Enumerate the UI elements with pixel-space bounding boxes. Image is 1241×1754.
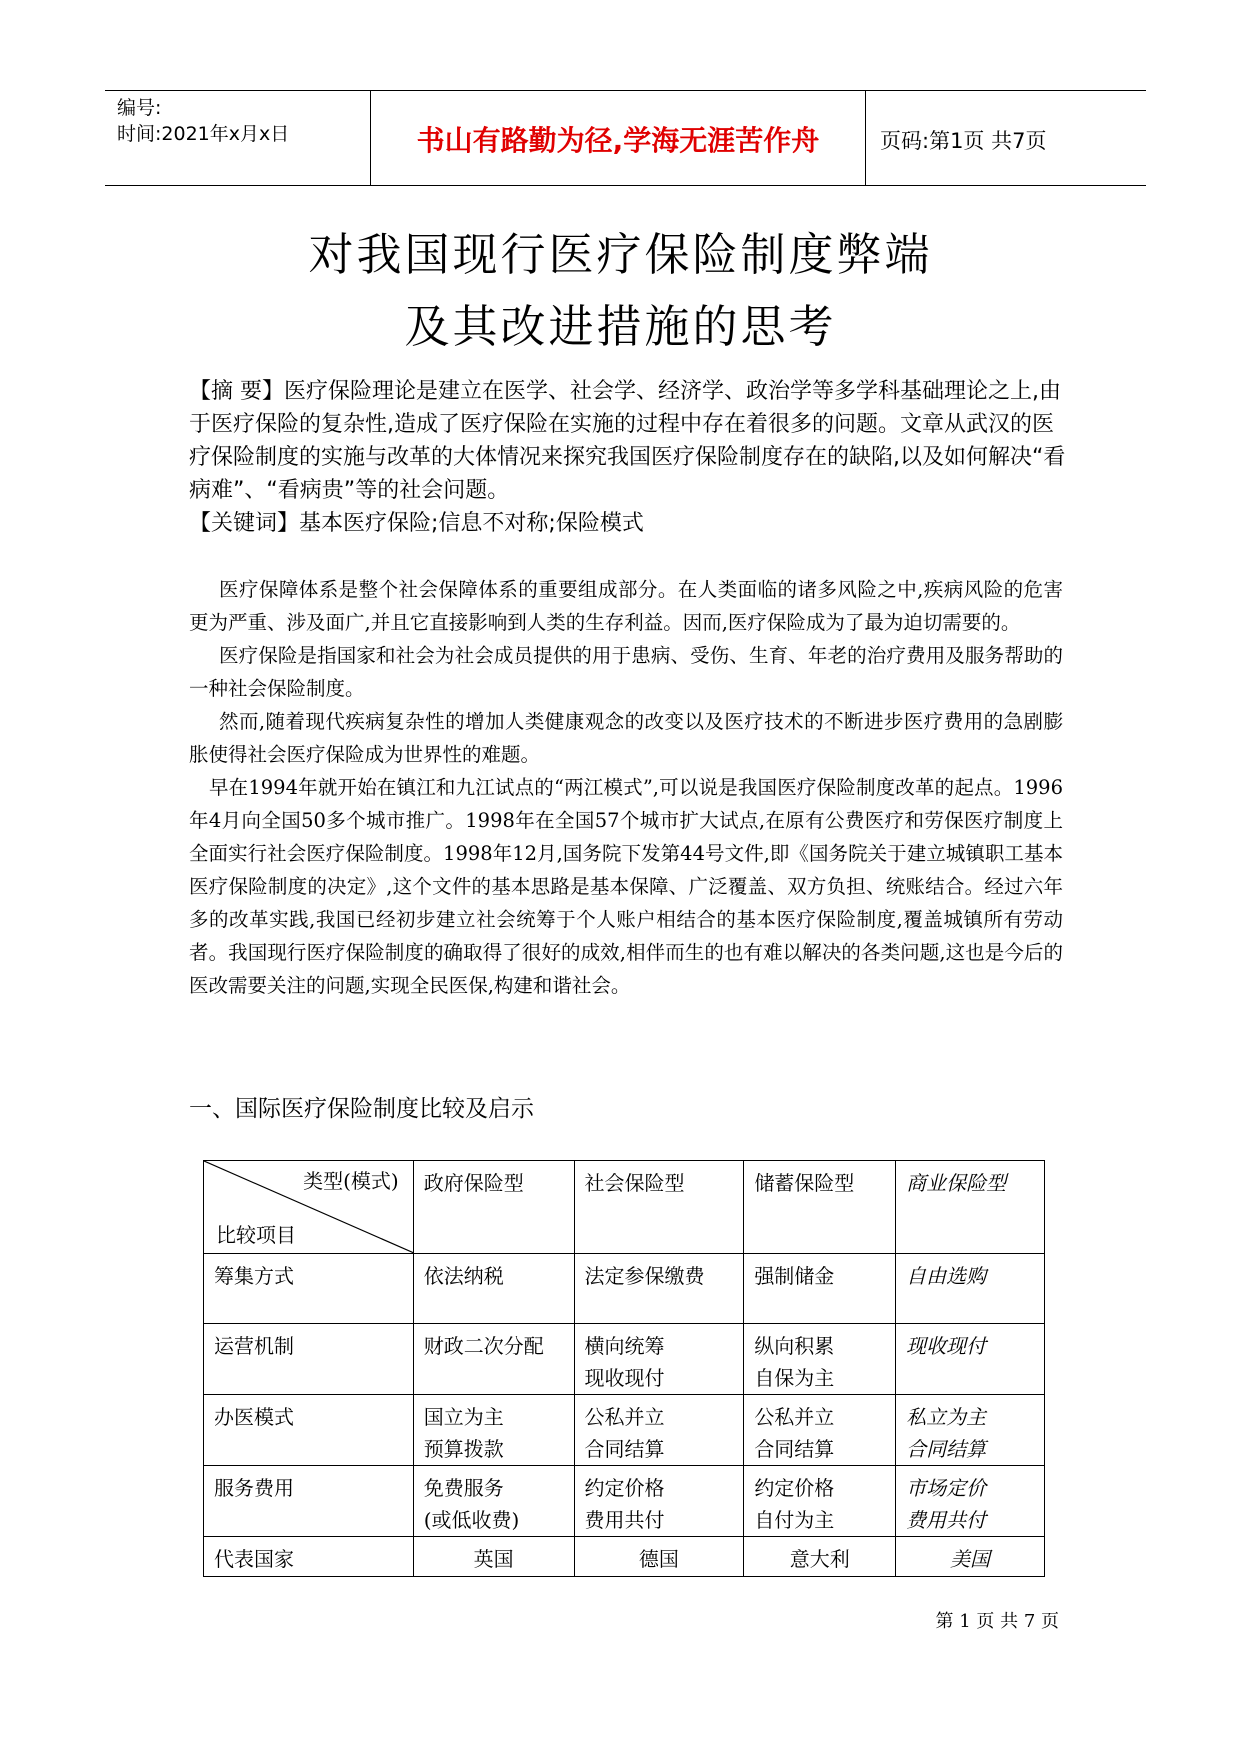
table-corner-cell	[204, 1161, 414, 1254]
column-header: 储蓄保险型	[744, 1161, 896, 1254]
paragraph-2: 医疗保险是指国家和社会为社会成员提供的用于患病、受伤、生育、年老的治疗费用及服务帮助的一种社会保险制度。	[189, 644, 1063, 700]
cell-line: 市场定价	[906, 1476, 987, 1500]
keywords: 【关键词】基本医疗保险;信息不对称;保险模式	[189, 511, 644, 536]
title-line-2: 及其改进措施的思考	[404, 300, 837, 353]
header-center-cell	[371, 91, 866, 185]
table-row	[204, 1254, 1045, 1324]
table-cell	[896, 1395, 1045, 1466]
cell-line: 横向统筹	[584, 1334, 665, 1358]
cell-line: 强制储金	[754, 1264, 835, 1288]
row-label: 代表国家	[204, 1537, 414, 1577]
table-cell	[744, 1324, 896, 1395]
table-row	[204, 1537, 1045, 1577]
cell-line: 免费服务	[423, 1476, 504, 1500]
cell-line: 私立为主	[906, 1405, 987, 1429]
cell-line: 合同结算	[906, 1437, 987, 1461]
cell-line: 国立为主	[423, 1405, 504, 1429]
table-cell	[413, 1466, 574, 1537]
cell-line: 约定价格	[754, 1476, 835, 1500]
header-right-cell	[866, 91, 1146, 185]
table-row	[204, 1466, 1045, 1537]
paragraph-4: 早在1994年就开始在镇江和九江试点的“两江模式”,可以说是我国医疗保险制度改革的起点。1996年4月向全国50多个城市推广。1998年在全国57个城市扩大试点,在原有公费医疗和劳保医疗制度上全面实行社会医疗保险制度。1998年12月,国务院下发第44号文件,即《国务院关于建立城镇职工基本医疗保险制度的决定》,这个文件的基本思路是基本保障、广泛覆盖、双方负担、统账结合。经过六年多的改革实践,我国已经初步建立社会统筹于个人账户相结合的基本医疗保险制度,覆盖城镇所有劳动者。我国现行医疗保险制度的确取得了很好的成效,相伴而生的也有难以解决的各类问题,这也是今后的医改需要关注的问题,实现全民医保,构建和谐社会。	[189, 776, 1063, 997]
page-code: 页码:第1页 共7页	[880, 129, 1047, 153]
comparison-table	[203, 1160, 1045, 1577]
cell-line: 现收现付	[906, 1334, 987, 1358]
motto: 书山有路勤为径,学海无涯苦作舟	[416, 124, 820, 157]
row-label: 筹集方式	[204, 1254, 414, 1324]
cell-line: 法定参保缴费	[584, 1264, 705, 1288]
table-cell	[574, 1324, 744, 1395]
table-cell	[574, 1537, 744, 1577]
cell-line: 自保为主	[754, 1366, 835, 1390]
cell-line: 约定价格	[584, 1476, 665, 1500]
cell-line: 依法纳税	[423, 1264, 504, 1288]
abstract	[189, 375, 1069, 540]
serial-label: 编号:	[117, 97, 162, 119]
table-header-row	[204, 1161, 1045, 1254]
table-cell	[744, 1254, 896, 1324]
cell-line: 意大利	[789, 1547, 850, 1571]
abstract-text: 【摘 要】医疗保险理论是建立在医学、社会学、经济学、政治学等多学科基础理论之上,由于医疗保险的复杂性,造成了医疗保险在实施的过程中存在着很多的问题。文章从武汉的医疗保险制度的实施与改革的大体情况来探究我国医疗保险制度存在的缺陷,以及如何解决“看病难”、“看病贵”等的社会问题。	[189, 379, 1066, 503]
cell-line: (或低收费)	[423, 1508, 520, 1532]
table-cell	[413, 1254, 574, 1324]
column-header: 政府保险型	[413, 1161, 574, 1254]
table-cell	[413, 1537, 574, 1577]
header-left-cell	[105, 91, 371, 185]
title-line-1: 对我国现行医疗保险制度弊端	[308, 228, 933, 281]
corner-top-label: 类型(模式)	[303, 1169, 399, 1193]
cell-line: 合同结算	[584, 1437, 665, 1461]
paragraph-1: 医疗保障体系是整个社会保障体系的重要组成部分。在人类面临的诸多风险之中,疾病风险的危害更为严重、涉及面广,并且它直接影响到人类的生存利益。因而,医疗保险成为了最为迫切需要的。	[189, 578, 1063, 634]
table-cell	[413, 1395, 574, 1466]
row-label: 办医模式	[204, 1395, 414, 1466]
cell-line: 德国	[638, 1547, 679, 1571]
paragraph-3: 然而,随着现代疾病复杂性的增加人类健康观念的改变以及医疗技术的不断进步医疗费用的急剧膨胀使得社会医疗保险成为世界性的难题。	[189, 710, 1063, 766]
body-text	[189, 573, 1063, 1002]
table-cell	[896, 1324, 1045, 1395]
table-cell	[413, 1324, 574, 1395]
table-cell	[744, 1466, 896, 1537]
row-label: 运营机制	[204, 1324, 414, 1395]
cell-line: 预算拨款	[423, 1437, 504, 1461]
cell-line: 合同结算	[754, 1437, 835, 1461]
cell-line: 费用共付	[584, 1508, 665, 1532]
table-row	[204, 1324, 1045, 1395]
cell-line: 财政二次分配	[423, 1334, 544, 1358]
header-table	[105, 90, 1146, 186]
cell-line: 英国	[473, 1547, 514, 1571]
table-cell	[744, 1537, 896, 1577]
row-label: 服务费用	[204, 1466, 414, 1537]
cell-line: 纵向积累	[754, 1334, 835, 1358]
cell-line: 现收现付	[584, 1366, 665, 1390]
column-header: 社会保险型	[574, 1161, 744, 1254]
cell-line: 公私并立	[584, 1405, 665, 1429]
column-header: 商业保险型	[896, 1161, 1045, 1254]
table-row	[204, 1395, 1045, 1466]
table-cell	[574, 1466, 744, 1537]
table-cell	[744, 1395, 896, 1466]
cell-line: 费用共付	[906, 1508, 987, 1532]
cell-line: 自由选购	[906, 1264, 987, 1288]
table-body	[204, 1254, 1045, 1577]
cell-line: 美国	[950, 1547, 991, 1571]
table-cell	[896, 1254, 1045, 1324]
date-label: 时间:2021年x月x日	[117, 123, 290, 145]
table-cell	[574, 1395, 744, 1466]
cell-line: 公私并立	[754, 1405, 835, 1429]
table-cell	[896, 1466, 1045, 1537]
page-footer: 第 1 页 共 7 页	[935, 1611, 1059, 1632]
table-cell	[896, 1537, 1045, 1577]
corner-bottom-label: 比较项目	[216, 1223, 296, 1247]
section-heading: 一、国际医疗保险制度比较及启示	[189, 1096, 534, 1122]
cell-line: 自付为主	[754, 1508, 835, 1532]
table-cell	[574, 1254, 744, 1324]
